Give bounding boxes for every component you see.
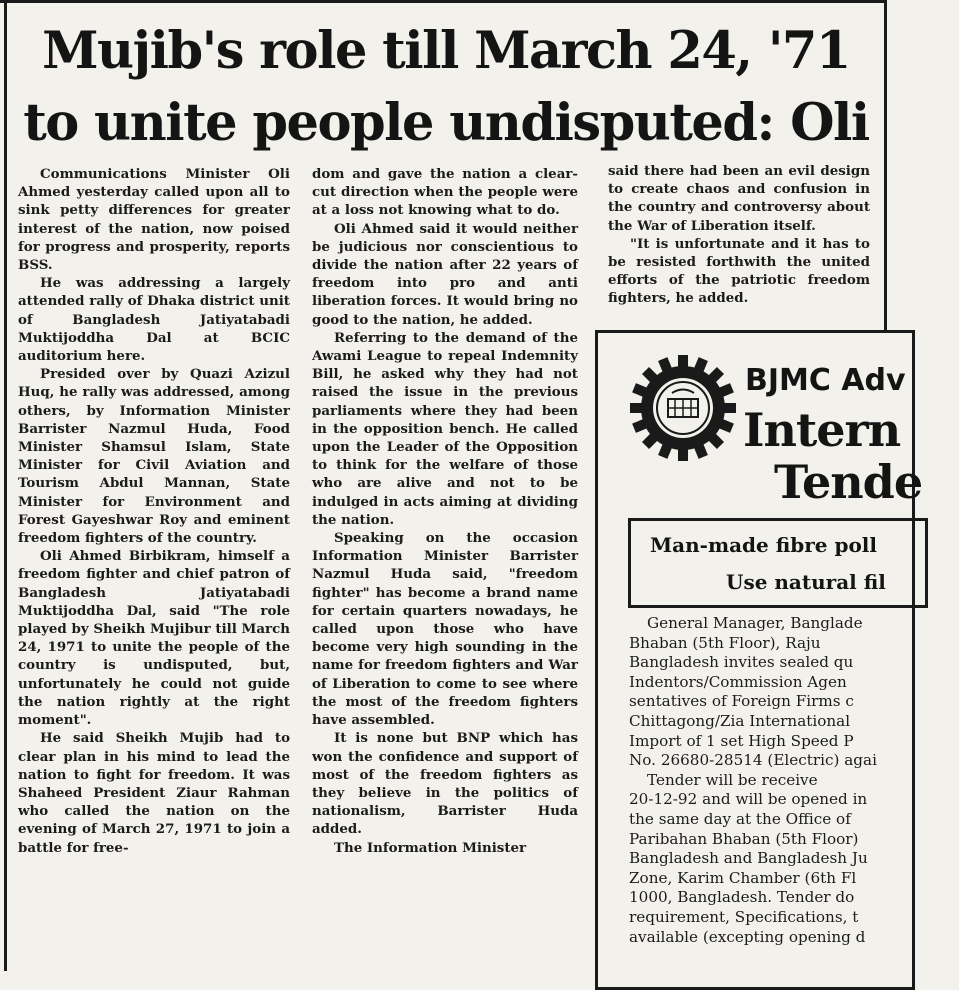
ad-body-text — [629, 614, 959, 947]
article-paragraph: Presided over by Quazi Azizul Huq, he rally was addressed, among others, by Information Minister Barrister Nazmul Huda, Food Minister Shamsul Islam, State Minister for Civil Aviation and Tourism Abdul Mannan, State Minister for Environment and Forest Gayeshwar Roy and eminent freedom fighters of the country. — [18, 366, 290, 547]
top-rule — [0, 0, 885, 3]
article-paragraph: Speaking on the occasion Information Minister Barrister Nazmul Huda said, "freedom fighter" has become a brand name for certain quarters nowadays, he called upon those who have become very high sounding in the name for freedom fighters and War of Liberation to come to see where the most of the freedom fighters have assembled. — [312, 530, 578, 729]
ad-line: the same day at the Office of — [629, 809, 851, 828]
ad-line: Bhaban (5th Floor), Raju — [629, 633, 821, 652]
ad-line: requirement, Specifications, t — [629, 907, 859, 926]
ad-line: Import of 1 set High Speed P — [629, 731, 854, 750]
article-paragraph: He was addressing a largely attended rally of Dhaka district unit of Bangladesh Jatiyatabadi Muktijoddha Dal at BCIC auditorium here. — [18, 275, 290, 365]
gear-tooth — [678, 355, 688, 369]
headline-line-2: to unite people undisputed: Oli — [23, 93, 869, 153]
gear-tooth — [678, 447, 688, 461]
gear-tooth — [722, 403, 736, 413]
ad-title-line-2: Tende — [774, 455, 923, 509]
ad-line: Tender will be receive — [647, 770, 818, 789]
ad-line: Paribahan Bhaban (5th Floor) — [629, 829, 859, 848]
left-rule — [4, 0, 7, 971]
ad-line: sentatives of Foreign Firms c — [629, 692, 854, 711]
ad-line: Indentors/Commission Agen — [629, 672, 847, 691]
article-paragraph-continued: said there had been an evil design to create chaos and confusion in the country and controversy about the War of Liberation itself. — [608, 163, 870, 234]
article-column-2 — [312, 165, 578, 857]
ad-slogan-line-1: Man-made fibre poll — [650, 533, 878, 557]
gear-tooth — [630, 403, 644, 413]
article-paragraph-continued: dom and gave the nation a clear-cut direction when the people were at a loss not knowing what to do. — [312, 166, 578, 219]
ad-title-line-1: Intern — [743, 403, 901, 457]
ad-brand-name: BJMC Adv — [745, 363, 906, 398]
article-paragraph: Oli Ahmed Birbikram, himself a freedom fighter and chief patron of Bangladesh Jatiyatabadi Muktijoddha Dal, said "The role played by Sheikh Mujibur till March 24, 1971 to unite the people of the country is undisputed, but, unfortunately he could not guide the nation rightly at the right moment". — [18, 548, 290, 729]
article-paragraph: The Information Minister — [334, 839, 527, 856]
ad-line: No. 26680-28514 (Electric) agai — [629, 751, 877, 770]
ad-line: Bangladesh invites sealed qu — [629, 653, 854, 672]
ad-line: 20-12-92 and will be opened in — [629, 790, 868, 809]
article-paragraph: Referring to the demand of the Awami League to repeal Indemnity Bill, he asked why they had not raised the issue in the previous parliaments where they had been in the opposition bench. He called upon the Leader of the Opposition to think for the welfare of those who are alive and not to be indulged in acts aiming at dividing the nation. — [312, 329, 578, 528]
tender-advertisement — [595, 330, 923, 990]
headline-line-1: Mujib's role till March 24, '71 — [42, 21, 850, 81]
article-column-3 — [608, 162, 870, 308]
article-paragraph: He said Sheikh Mujib had to clear plan in his mind to lead the nation to fight for freedom. It was Shaheed President Ziaur Rahman who called the nation on the evening of March 27, 1971 to join a battle for free- — [18, 730, 290, 856]
column-rule — [884, 0, 887, 330]
ad-line: 1000, Bangladesh. Tender do — [629, 888, 855, 907]
ad-line: available (excepting opening d — [629, 927, 866, 946]
ad-slogan-line-2: Use natural fil — [726, 570, 886, 594]
ad-line: Chittagong/Zia International — [629, 711, 851, 730]
article-paragraph: It is none but BNP which has won the confidence and support of most of the freedom fighters as they believe in the politics of nationalism, Barrister Huda added. — [312, 730, 578, 838]
article-column-1 — [18, 165, 290, 857]
ad-line: General Manager, Banglade — [647, 614, 863, 632]
ad-line: Bangladesh and Bangladesh Ju — [629, 849, 868, 868]
article-paragraph: Communications Minister Oli Ahmed yesterday called upon all to sink petty differences for greater interest of the nation, now poised for progress and prosperity, reports BSS. — [18, 166, 290, 274]
ad-slogan-box — [628, 518, 928, 608]
ad-line: Zone, Karim Chamber (6th Fl — [629, 868, 857, 887]
article-paragraph: "It is unfortunate and it has to be resisted forthwith the united efforts of the patriotic freedom fighters, he added. — [608, 235, 870, 307]
bjmc-gear-logo-icon — [628, 353, 738, 463]
article-paragraph: Oli Ahmed said it would neither be judicious nor conscientious to divide the nation after 22 years of freedom into pro and anti liberation forces. It would bring no good to the nation, he added. — [312, 220, 578, 328]
